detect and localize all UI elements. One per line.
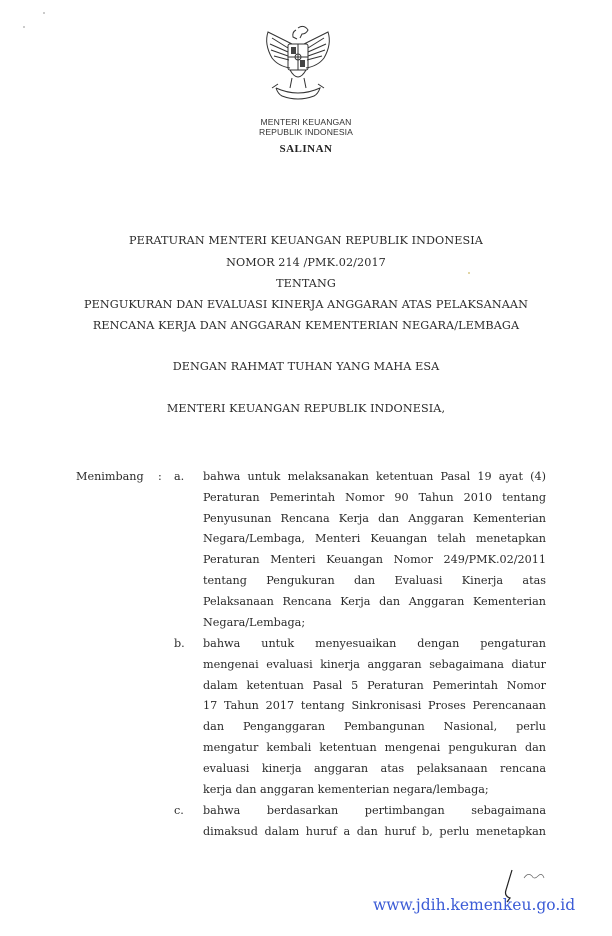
text-line: evaluasi kinerja anggaran atas pelaksanaan rencana — [203, 761, 546, 775]
regulation-number: NOMOR 214 /PMK.02/2017 — [226, 256, 386, 269]
salinan-stamp: SALINAN — [279, 143, 333, 155]
text-line: Negara/Lembaga; — [203, 615, 306, 629]
text-line: Negara/Lembaga, Menteri Keuangan telah menetapkan — [203, 532, 546, 546]
preamble-blessing: DENGAN RAHMAT TUHAN YANG MAHA ESA — [172, 360, 440, 373]
regulation-subject-line1: PENGUKURAN DAN EVALUASI KINERJA ANGGARAN ATAS PELAKSANAAN — [84, 298, 528, 311]
consideration-b — [203, 634, 546, 800]
scan-speck — [23, 26, 25, 28]
regulation-subject-line2: RENCANA KERJA DAN ANGGARAN KEMENTERIAN NEGARA/LEMBAGA — [92, 319, 520, 332]
org-name-line2: REPUBLIK INDONESIA — [259, 127, 353, 137]
text-line: dimaksud dalam huruf a dan huruf b, perlu menetapkan — [203, 824, 546, 838]
jdih-url-link[interactable]: www.jdih.kemenkeu.go.id — [373, 896, 576, 914]
menimbang-colon: : — [158, 470, 162, 483]
preamble-minister: MENTERI KEUANGAN REPUBLIK INDONESIA, — [166, 402, 446, 415]
scan-speck — [468, 272, 470, 274]
text-line: dalam ketentuan Pasal 5 Peraturan Pemerintah Nomor — [203, 678, 546, 692]
text-line: mengatur kembali ketentuan mengenai pengukuran dan — [203, 740, 546, 754]
text-line: tentang Pengukuran dan Evaluasi Kinerja atas — [203, 573, 546, 587]
text-line: Pelaksanaan Rencana Kerja dan Anggaran Kementerian — [203, 594, 546, 608]
regulation-about: TENTANG — [276, 277, 336, 290]
text-line: bahwa berdasarkan pertimbangan sebagaimana — [203, 804, 546, 817]
scan-speck — [43, 12, 45, 14]
consideration-c — [203, 801, 546, 843]
garuda-emblem-icon — [262, 22, 334, 108]
text-line: mengenai evaluasi kinerja anggaran sebagaimana diatur — [203, 657, 546, 671]
text-line: kerja dan anggaran kementerian negara/lembaga; — [203, 782, 489, 796]
menimbang-label: Menimbang — [76, 470, 144, 483]
text-line: Penyusunan Rencana Kerja dan Anggaran Kementerian — [203, 511, 546, 525]
text-line: Peraturan Menteri Keuangan Nomor 249/PMK.02/2011 — [203, 553, 546, 567]
text-line: 17 Tahun 2017 tentang Sinkronisasi Proses Perencanaan — [203, 699, 546, 713]
text-line: bahwa untuk menyesuaikan dengan pengaturan — [203, 637, 546, 650]
item-letter-a: a. — [174, 470, 185, 483]
org-name-line1: MENTERI KEUANGAN — [260, 117, 352, 127]
text-line: bahwa untuk melaksanakan ketentuan Pasal 19 ayat (4) — [203, 470, 546, 483]
text-line: Peraturan Pemerintah Nomor 90 Tahun 2010 tentang — [203, 490, 546, 504]
item-letter-c: c. — [174, 804, 184, 817]
text-line: dan Penganggaran Pembangunan Nasional, perlu — [203, 720, 546, 734]
item-letter-b: b. — [174, 637, 185, 650]
consideration-a — [203, 467, 546, 633]
regulation-title: PERATURAN MENTERI KEUANGAN REPUBLIK INDONESIA — [129, 234, 483, 247]
